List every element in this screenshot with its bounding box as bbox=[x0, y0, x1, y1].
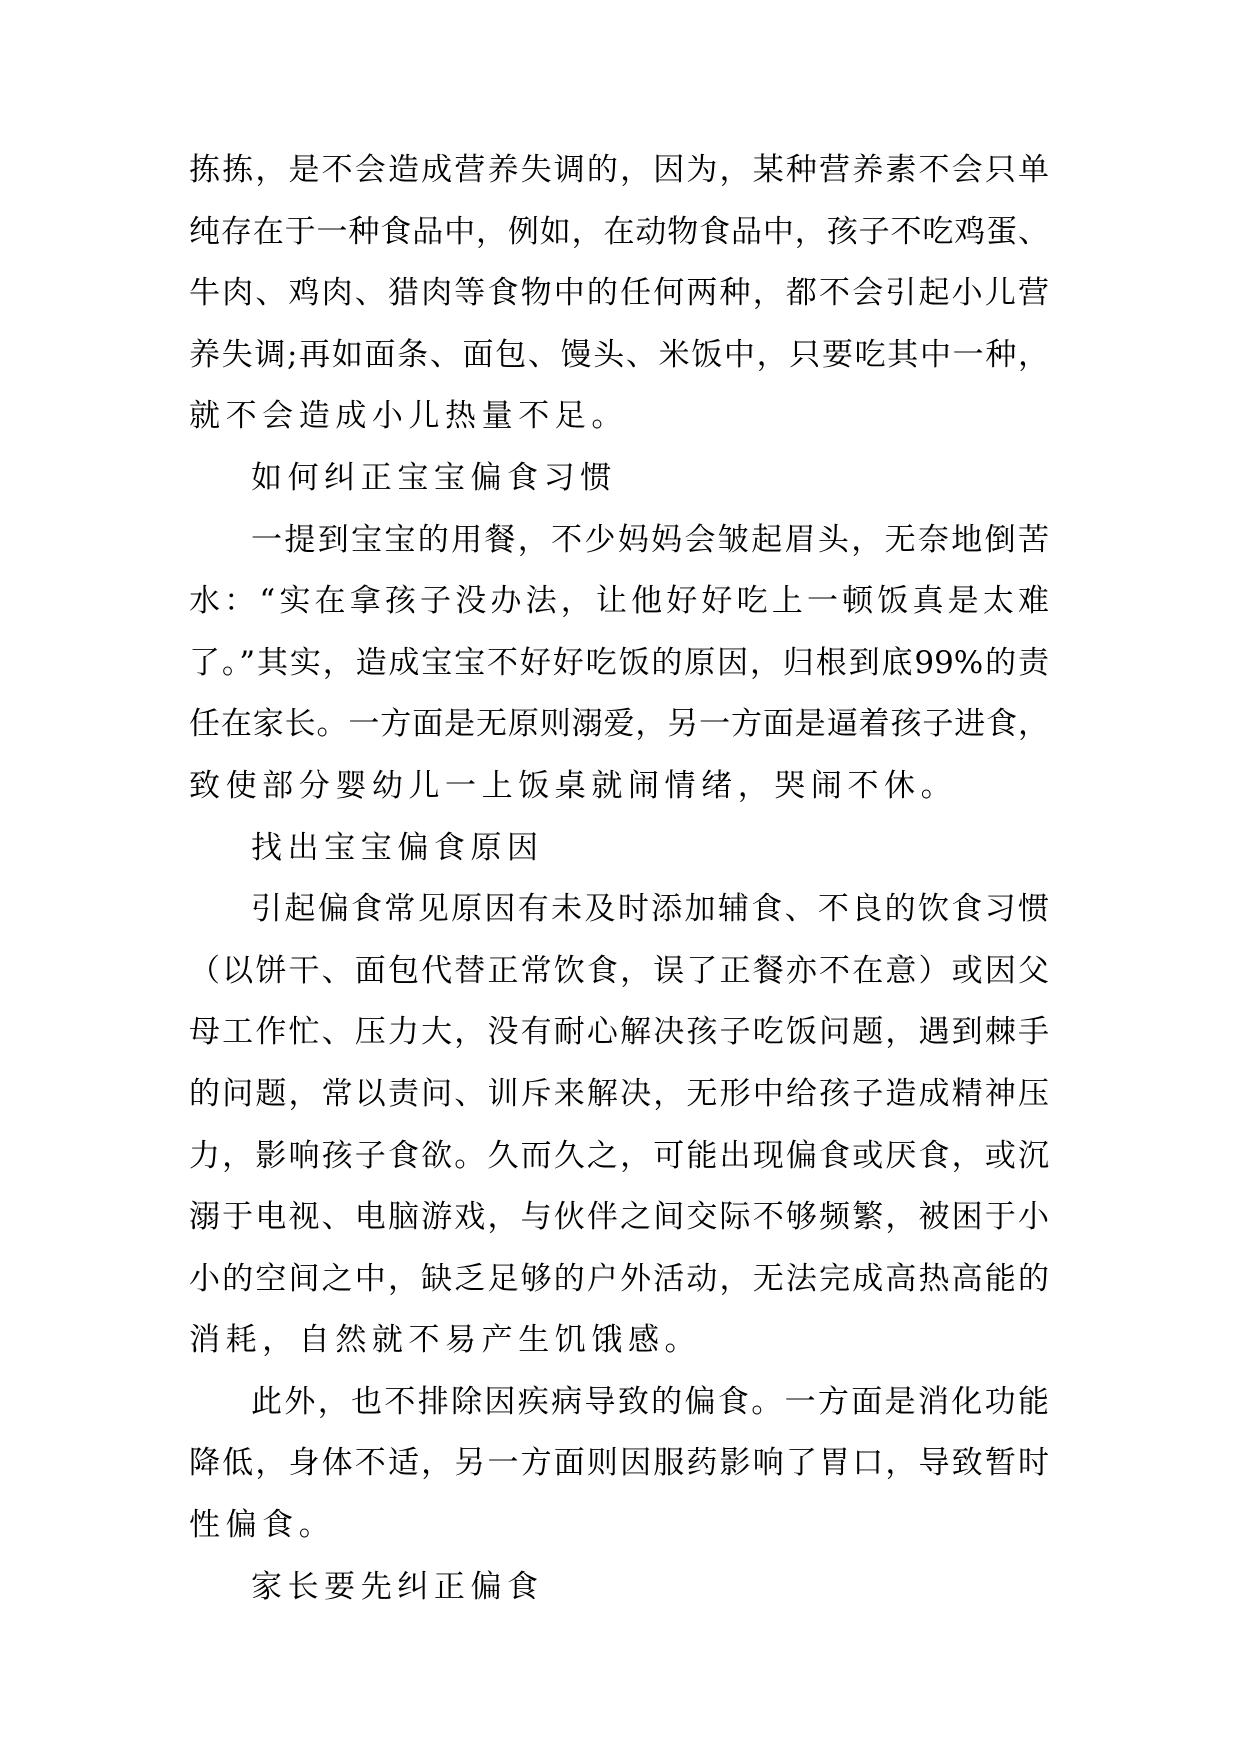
text-line: 一提到宝宝的用餐，不少妈妈会皱起眉头，无奈地倒苦 bbox=[251, 521, 1049, 558]
text-line: 拣拣，是不会造成营养失调的，因为，某种营养素不会只单 bbox=[189, 152, 1049, 188]
section-heading: 找出宝宝偏食原因 bbox=[251, 829, 544, 866]
text-line: 消耗，自然就不易产生饥饿感。 bbox=[189, 1322, 702, 1359]
text-line: 溺于电视、电脑游戏，与伙伴之间交际不够频繁，被困于小 bbox=[189, 1199, 1049, 1236]
text-line: 了。”其实，造成宝宝不好好吃饭的原因，归根到底99%的责 bbox=[189, 644, 1049, 681]
text-line: 小的空间之中，缺乏足够的户外活动，无法完成高热高能的 bbox=[189, 1260, 1049, 1297]
text-line: 致使部分婴幼儿一上饭桌就闹情绪，哭闹不休。 bbox=[189, 767, 958, 804]
section-heading: 如何纠正宝宝偏食习惯 bbox=[251, 459, 617, 496]
text-line: 就不会造成小儿热量不足。 bbox=[189, 398, 628, 435]
text-line: 性偏食。 bbox=[189, 1507, 336, 1544]
text-line: 养失调;再如面条、面包、馒头、米饭中，只要吃其中一种， bbox=[189, 336, 1049, 373]
document-body bbox=[189, 140, 1049, 1618]
text-line: 降低，身体不适，另一方面则因服药影响了胃口，导致暂时 bbox=[189, 1445, 1049, 1482]
text-line: （以饼干、面包代替正常饮食，误了正餐亦不在意）或因父 bbox=[189, 952, 1049, 989]
section-heading: 家长要先纠正偏食 bbox=[251, 1568, 544, 1605]
text-line: 的问题，常以责问、训斥来解决，无形中给孩子造成精神压 bbox=[189, 1075, 1049, 1112]
text-line: 引起偏食常见原因有未及时添加辅食、不良的饮食习惯 bbox=[251, 891, 1049, 928]
text-line: 水：“实在拿孩子没办法，让他好好吃上一顿饭真是太难 bbox=[189, 583, 1049, 620]
text-line: 此外，也不排除因疾病导致的偏食。一方面是消化功能 bbox=[251, 1383, 1049, 1420]
text-line: 纯存在于一种食品中，例如，在动物食品中，孩子不吃鸡蛋、 bbox=[189, 213, 1049, 250]
text-line: 牛肉、鸡肉、猎肉等食物中的任何两种，都不会引起小儿营 bbox=[189, 275, 1049, 312]
text-line: 母工作忙、压力大，没有耐心解决孩子吃饭问题，遇到棘手 bbox=[189, 1014, 1049, 1051]
text-line: 任在家长。一方面是无原则溺爱，另一方面是逼着孩子进食， bbox=[189, 706, 1049, 743]
text-line: 力，影响孩子食欲。久而久之，可能出现偏食或厌食，或沉 bbox=[189, 1137, 1049, 1174]
